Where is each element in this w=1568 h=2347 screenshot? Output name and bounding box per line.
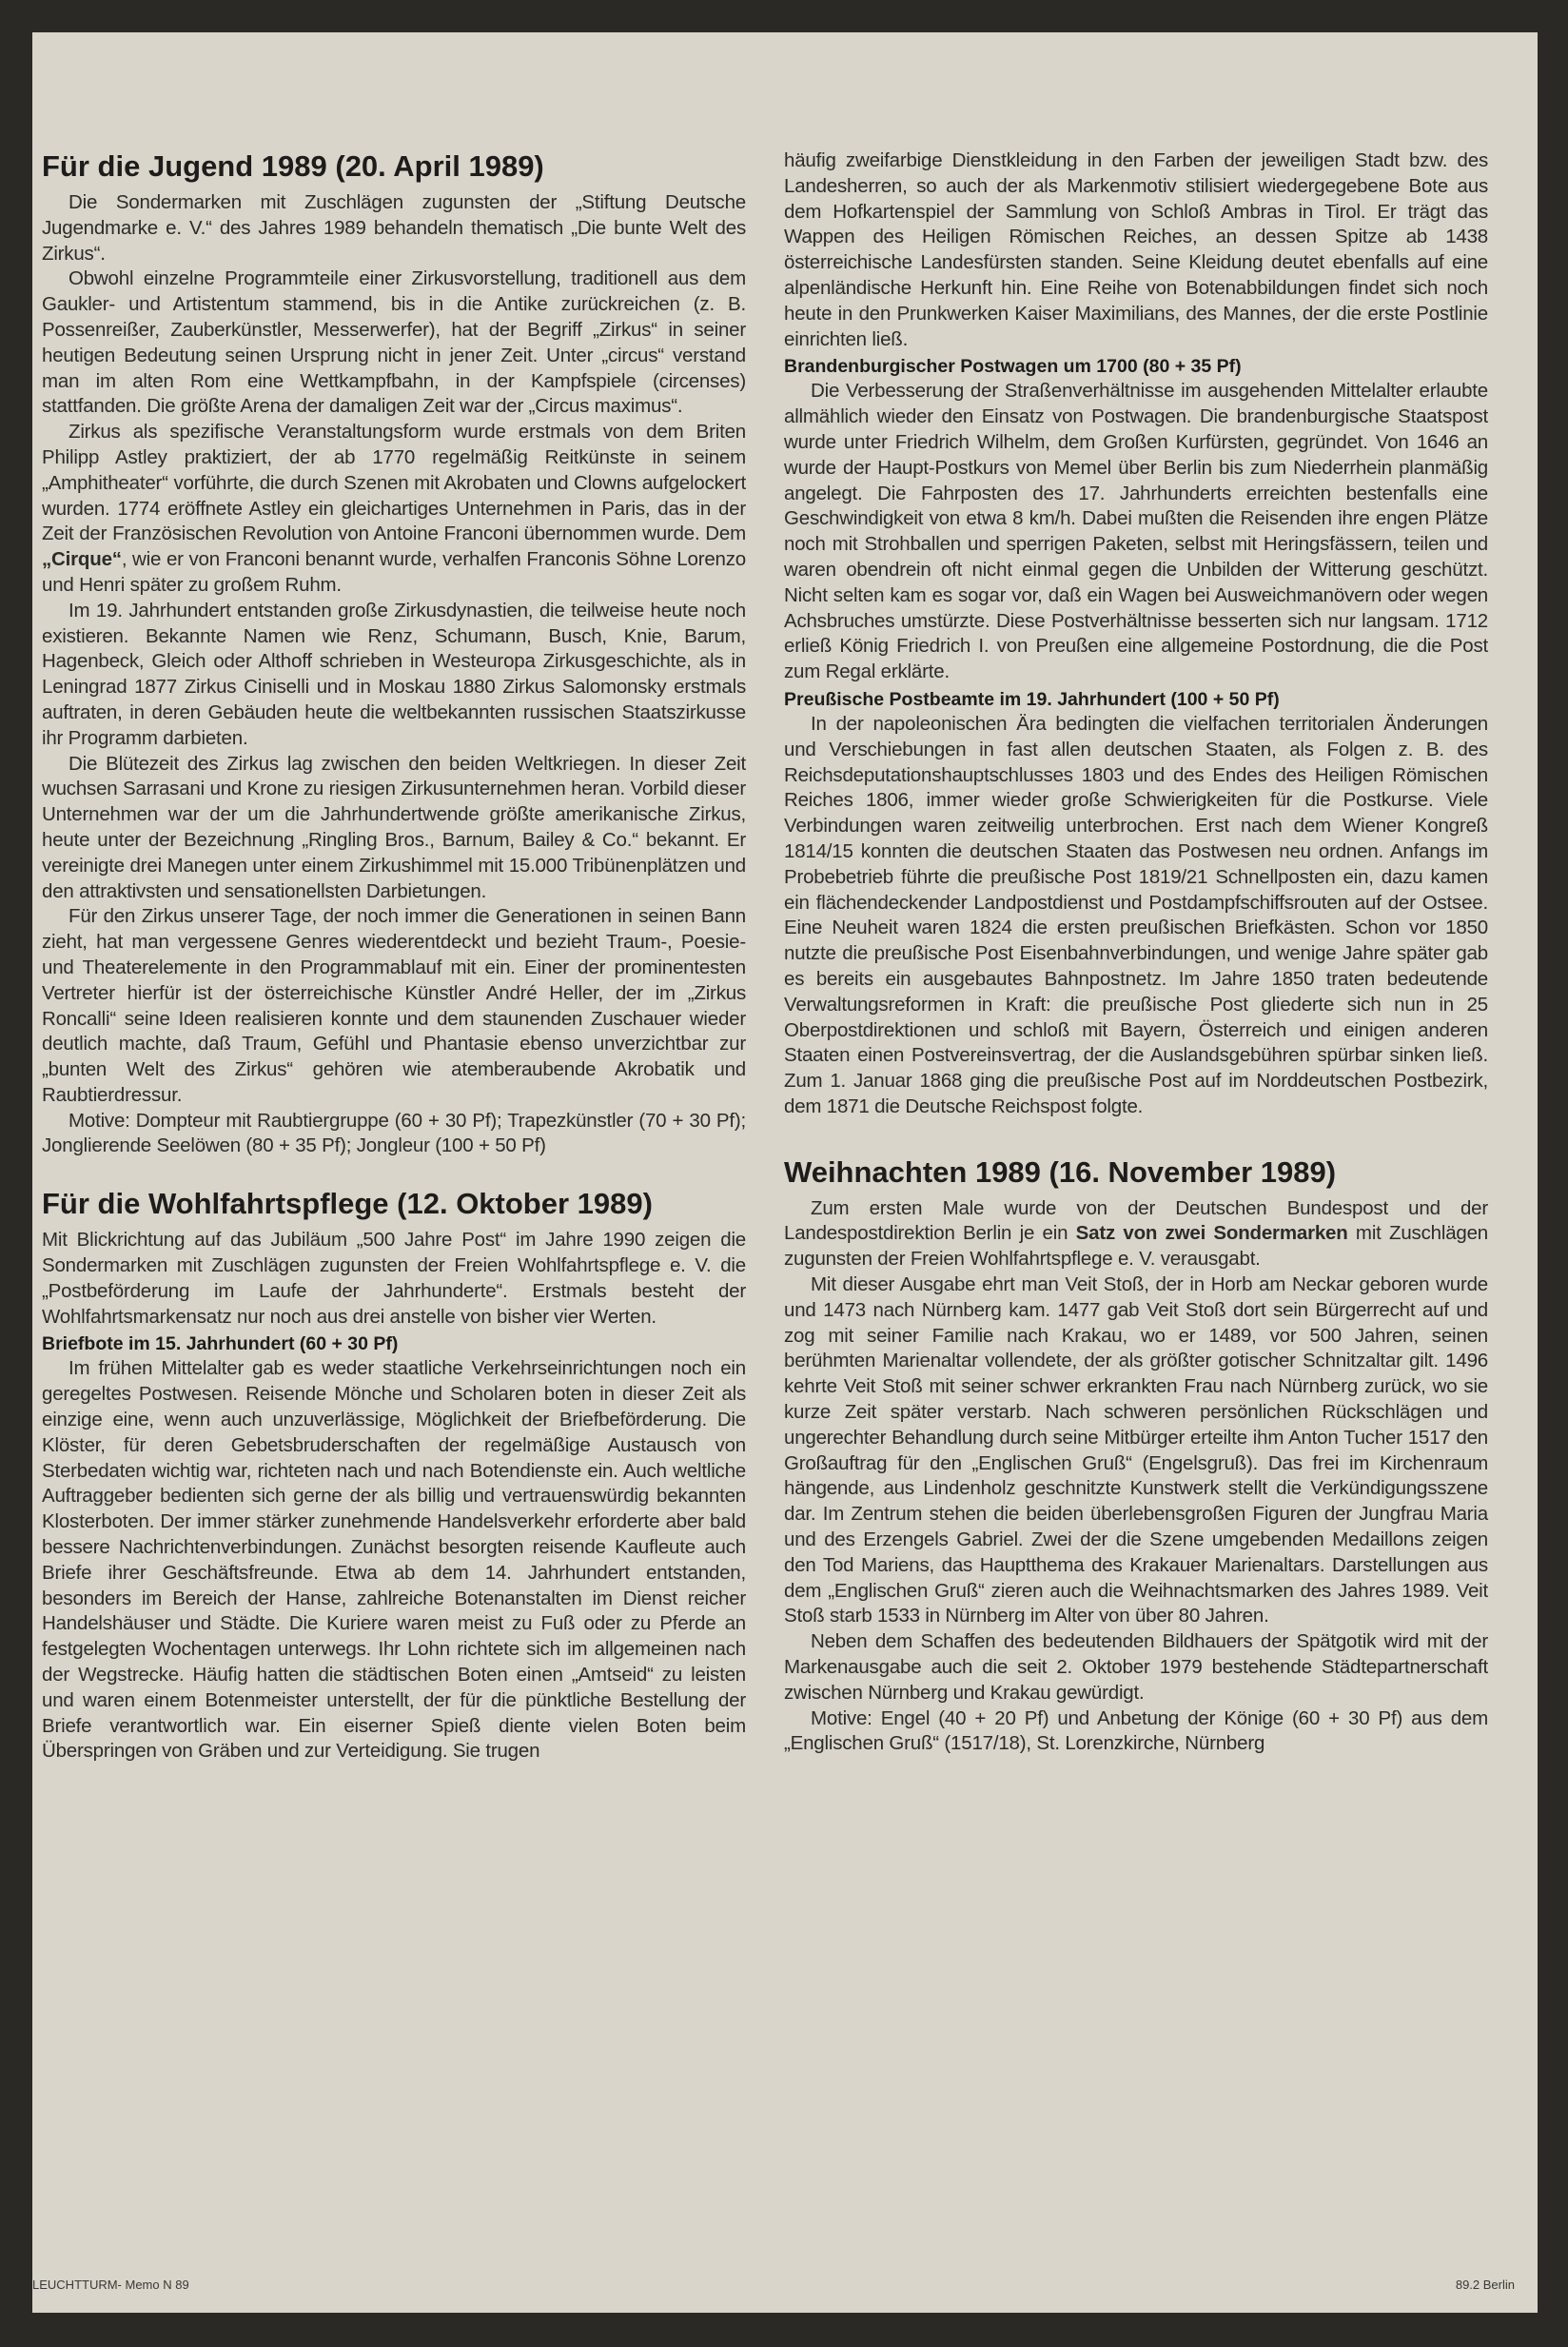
paragraph: Die Verbesserung der Straßenverhältnisse im ausgehenden Mittelalter erlaubte allmählich wieder den Einsatz von Postwagen. Die brandenburgische Staatspost wurde unter Friedrich Wilhelm, dem Großen Kurfürsten, gegründet. Von 1646 an wurde der Haupt-Postkurs von Memel über Berlin bis zum Niederrhein planmäßig angelegt. Die Fahrposten des 17. Jahrhunderts erreichten bestenfalls eine Geschwindigkeit von etwa 8 km/h. Dabei mußten die Reisenden ihre engen Plätze noch mit Strohballen und sperrigen Paketen, selbst mit Heringsfässern, teilen und waren obendrein oft nicht einmal gegen die Unbilden der Witterung geschützt. Nicht selten kam es sogar vor, daß ein Wagen bei Ausweichmanövern oder wegen Achsbruches umstürzte. Diese Postverhältnisse besserten sich nur langsam. 1712 erließ König Friedrich I. von Preußen eine allgemeine Postordnung, die die Post zum Regal erklärte. — [784, 380, 1488, 683]
paragraph: In der napoleonischen Ära bedingten die vielfachen territorialen Änderungen und Verschiebungen in fast allen deutschen Staaten, als Folgen z. B. des Reichsdeputationshauptschlusses 1803 und des Endes des Heiligen Römischen Reiches 1806, immer wieder große Schwierigkeiten für die Postkurse. Viele Verbindungen waren zeitweilig unterbrochen. Erst nach dem Wiener Kongreß 1814/15 konnten die deutschen Staaten das Postwesen neu ordnen. Anfangs im Probebetrieb führte die preußische Post 1819/21 Schnellposten ein, dazu kamen ein flächendeckender Landpostdienst und Postdampfschiffsrouten auf der Ostsee. Eine Neuheit waren 1824 die ersten preußischen Briefkästen. Schon vor 1850 nutzte die preußische Post Eisenbahnverbindungen, und wenige Jahre später gab es bereits ein ausgebautes Bahnpostnetz. Im Jahre 1850 traten bedeutende Verwaltungsreformen in Kraft: die preußische Post gliederte sich nun in 25 Oberpostdirektionen und schloß mit Bayern, Österreich und einigen anderen Staaten einen Postvereinsvertrag, der die Auslandsgebühren spürbar sinken ließ. Zum 1. Januar 1868 ging die preußische Post auf im Norddeutschen Postbezirk, dem 1871 die Deutsche Reichspost folgte. — [784, 712, 1488, 1117]
text-run: Zirkus als spezifische Veranstaltungsform wurde erstmals von dem Briten Philipp Astley praktiziert, der ab 1770 regelmäßig Reitkünste in seinem „Amphitheater“ vorführte, die durch Szenen mit Akrobaten und Clowns aufgelockert wurden. 1774 eröffnete Astley ein gleichartiges Unternehmen in Paris, das in der Zeit der Französischen Revolution von Antoine Franconi übernommen wurde. Dem — [42, 421, 746, 545]
paragraph: Im 19. Jahrhundert entstanden große Zirkusdynastien, die teilweise heute noch existieren. Bekannte Namen wie Renz, Schumann, Busch, Knie, Barum, Hagenbeck, Gleich oder Althoff schrieben in Westeuropa Zirkusgeschichte, als in Leningrad 1877 Zirkus Ciniselli und in Moskau 1880 Zirkus Salomonsky erstmals auftraten, in deren Gebäuden heute die weltbekannten russischen Staatszirkusse ihr Programm darbieten. — [42, 599, 746, 749]
section-heading-wohlfahrtspflege: Für die Wohlfahrtspflege (12. Oktober 1989) — [42, 1187, 653, 1221]
paragraph: Obwohl einzelne Programmteile einer Zirkusvorstellung, traditionell aus dem Gaukler- und Artistentum stammend, bis in die Antike zurückreichen (z. B. Possenreißer, Zauberkünstler, Messerwerfer), hat der Begriff „Zirkus“ in seiner heutigen Bedeutung seinen Ursprung nicht in jener Zeit. Unter „circus“ verstand man im alten Rom eine Wettkampfbahn, in der Kampfspiele (circenses) stattfanden. Die größte Arena der damaligen Zeit war der „Circus maximus“. — [42, 267, 746, 418]
section-spacer — [784, 1120, 1488, 1154]
paragraph — [42, 420, 746, 599]
subheading-postbeamte: Preußische Postbeamte im 19. Jahrhundert (100 + 50 Pf) — [784, 688, 1280, 710]
text-run: mit Zuschlägen zugunsten der Freien Wohlfahrtspflege e. V. verausgabt. — [784, 1222, 1489, 1271]
paragraph: Im frühen Mittelalter gab es weder staatliche Verkehrseinrichtungen noch ein geregeltes Postwesen. Reisende Mönche und Scholaren boten in dieser Zeit als einzige eine, wenn auch unzuverlässige, Möglichkeit der Briefbeförderung. Die Klöster, für deren Gebetsbruderschaften der regelmäßige Austausch von Sterbedaten wichtig war, richteten nach und nach Botendienste ein. Auch weltliche Auftraggeber bedienten sich gerne der als billig und vertrauenswürdig bekannten Klosterboten. Der immer stärker zunehmende Handelsverkehr erforderte aber bald bessere Nachrichtenverbindungen. Zunächst besorgten reisende Kaufleute auch Briefe ihrer Geschäftsfreunde. Etwa ab dem 14. Jahrhundert entstanden, besonders im Bereich der Hanse, zahlreiche Botenanstalten im Dienst reicher Handelshäuser und Städte. Die Kuriere waren meist zu Fuß oder zu Pferde an festgelegten Wochentagen unterwegs. Ihr Lohn richtete sich im allgemeinen nach der Wegstrecke. Häufig hatten die städtischen Boten einen „Amtseid“ zu leisten und waren einem Botenmeister unterstellt, der für die pünktliche Bestellung der Briefe verantwortlich war. Ein eiserner Spieß diente vielen Boten beim Überspringen von Gräben und zur Verteidigung. Sie trugen — [42, 1357, 746, 1763]
left-column — [42, 148, 746, 1765]
paragraph: Mit Blickrichtung auf das Jubiläum „500 Jahre Post“ im Jahre 1990 zeigen die Sondermarken mit Zuschlägen zugunsten der Freien Wohlfahrtspflege e. V. die „Postbeförderung im Laufe der Jahrhunderte“. Erstmals besteht der Wohlfahrtsmarkensatz nur noch aus drei anstelle von bisher vier Werten. — [42, 1229, 746, 1328]
section-heading-weihnachten: Weihnachten 1989 (16. November 1989) — [784, 1154, 1337, 1189]
paragraph: Mit dieser Ausgabe ehrt man Veit Stoß, der in Horb am Neckar geboren wurde und 1473 nach Nürnberg kam. 1477 gab Veit Stoß dort sein Bürgerrecht auf und zog mit seiner Familie nach Krakau, wo er 1489, vor 500 Jahren, seinen berühmten Marienaltar vollendete, der als größter gotischer Schnitzaltar gilt. 1496 kehrte Veit Stoß mit seiner schwer erkrankten Frau nach Nürnberg zurück, wo sie kurze Zeit später verstarb. Nach schweren persönlichen Rückschlägen und ungerechter Behandlung durch seine Mitbürger erteilte ihm Anton Tucher 1517 den Großauftrag für den „Englischen Gruß“ (Engelsgruß). Das frei im Kirchenraum hängende, aus Lindenholz geschnitzte Kunstwerk stellt die Verkündigungsszene dar. Im Zentrum stehen die beiden überlebensgroßen Figuren der Jungfrau Maria und des Erzengels Gabriel. Zwei der die Szene umgebenden Medaillons zeigen den Tod Mariens, das Hauptthema des Krakauer Marienaltars. Darstellungen aus dem „Englischen Gruß“ zieren auch die Weihnachtsmarken des Jahres 1989. Veit Stoß starb 1533 in Nürnberg im Alter von über 80 Jahren. — [784, 1273, 1488, 1627]
paragraph: Die Blütezeit des Zirkus lag zwischen den beiden Weltkriegen. In dieser Zeit wuchsen Sarrasani und Krone zu riesigen Zirkusunternehmen heran. Vorbild dieser Unternehmen war der um die Jahrhundertwende größte amerikanische Zirkus, heute unter der Bezeichnung „Ringling Bros., Barnum, Bailey & Co.“ bekannt. Er vereinigte drei Manegen unter einem Zirkushimmel mit 15.000 Tribünenplätzen und den attraktivsten und sensationellsten Darbietungen. — [42, 752, 746, 902]
section-spacer — [42, 1159, 746, 1186]
subheading-postwagen: Brandenburgischer Postwagen um 1700 (80 + 35 Pf) — [784, 356, 1242, 378]
bold-term: Satz von zwei Sondermarken — [1075, 1222, 1348, 1245]
paragraph: Neben dem Schaffen des bedeutenden Bildhauers der Spätgotik wird mit der Markenausgabe auch die seit 2. Oktober 1979 bestehende Städtepartnerschaft zwischen Nürnberg und Krakau gewürdigt. — [784, 1630, 1488, 1704]
document-page — [32, 32, 1538, 2313]
paragraph-motive-list: Motive: Dompteur mit Raubtiergruppe (60 + 30 Pf); Trapezkünstler (70 + 30 Pf); Jonglierende Seelöwen (80 + 35 Pf); Jongleur (100 + 50 Pf) — [42, 1109, 746, 1157]
section-heading-jugend: Für die Jugend 1989 (20. April 1989) — [42, 149, 544, 183]
text-run: Zum ersten Male wurde von der Deutschen Bundespost und der Landespostdirektion Berlin je ein — [784, 1196, 1488, 1245]
subheading-briefbote: Briefbote im 15. Jahrhundert (60 + 30 Pf) — [42, 1333, 399, 1355]
paragraph: Die Sondermarken mit Zuschlägen zugunsten der „Stiftung Deutsche Jugendmarke e. V.“ des Jahres 1989 behandeln thematisch „Die bunte Welt des Zirkus“. — [42, 191, 746, 265]
text-run: , wie er von Franconi benannt wurde, verhalfen Franconis Söhne Lorenzo und Henri später zu großem Ruhm. — [42, 548, 746, 596]
paragraph-motive-list: Motive: Engel (40 + 20 Pf) und Anbetung der Könige (60 + 30 Pf) aus dem „Englischen Gruß“ (1517/18), St. Lorenzkirche, Nürnberg — [784, 1706, 1488, 1755]
bold-term: „Cirque“ — [42, 548, 122, 571]
right-column — [784, 148, 1488, 1757]
footer-publisher: LEUCHTTURM- Memo N 89 — [32, 2278, 189, 2292]
paragraph: Für den Zirkus unserer Tage, der noch immer die Generationen in seinen Bann zieht, hat man vergessene Genres wiederentdeckt und bezieht Traum-, Poesie- und Theaterelemente in den Programmablauf mit ein. Einer der prominentesten Vertreter hierfür ist der österreichische Künstler André Heller, der im „Zirkus Roncalli“ seine Ideen realisieren konnte und dem staunenden Zuschauer wieder deutlich machte, daß Traum, Gefühl und Phantasie ebenso unverzichtbar zur „bunten Welt des Zirkus“ gehören wie atemberaubende Akrobatik und Raubtierdressur. — [42, 905, 746, 1106]
footer-page-id: 89.2 Berlin — [1455, 2278, 1515, 2292]
paragraph — [784, 1196, 1488, 1272]
paragraph: häufig zweifarbige Dienstkleidung in den Farben der jeweiligen Stadt bzw. des Landesherren, so auch der als Markenmotiv stilisiert wiedergegebene Bote aus dem Hofkartenspiel der Sammlung von Schloß Ambras in Tirol. Er trägt das Wappen des Heiligen Römischen Reiches, an dessen Spitze ab 1438 österreichische Landesfürsten standen. Seine Kleidung deutet ebenfalls auf eine alpenländische Herkunft hin. Eine Reihe von Botenabbildungen findet sich noch heute in den Prunkwerken Kaiser Maximilians, des Mannes, der die erste Postlinie einrichten ließ. — [784, 149, 1488, 350]
